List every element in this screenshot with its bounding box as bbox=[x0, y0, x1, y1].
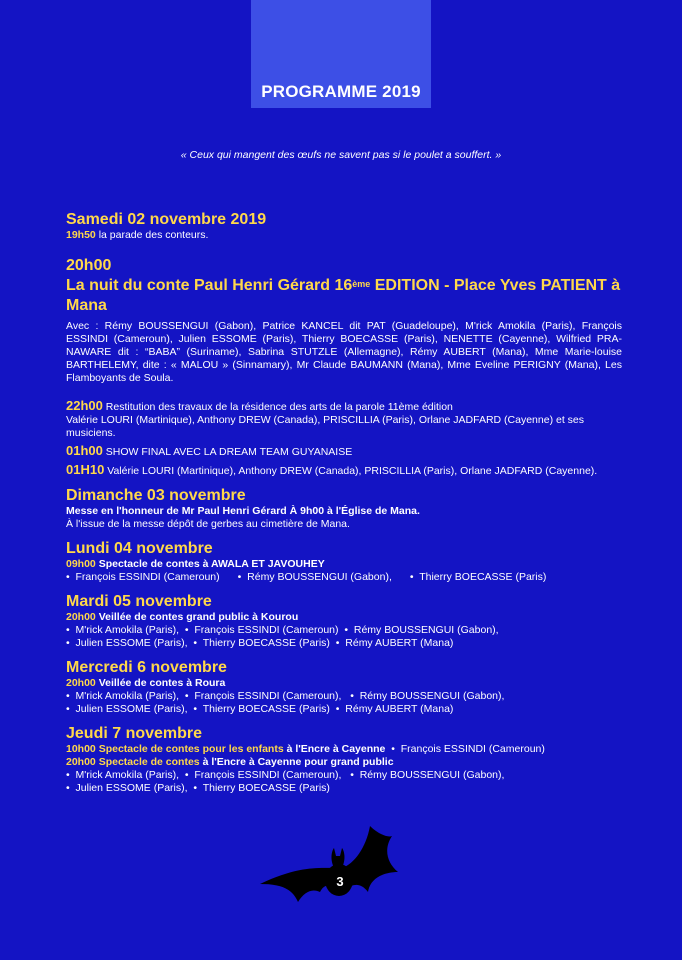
participant: Thierry BOECASSE (Paris) bbox=[202, 782, 330, 794]
event-text: Veillée de contes à Roura bbox=[95, 677, 226, 689]
day-heading: Mardi 05 novembre bbox=[66, 593, 212, 610]
participant: M'rick Amokila (Paris), bbox=[75, 769, 180, 781]
participant-list: • M'rick Amokila (Paris), • François ESSINDI (Cameroun) • Rémy BOUSSENGUI (Gabon), bbox=[66, 624, 499, 636]
participant: Rémy BOUSSENGUI (Gabon), bbox=[353, 624, 499, 636]
event-text: la parade des conteurs. bbox=[95, 229, 209, 241]
time: 01H10 bbox=[66, 462, 105, 477]
participant: M'rick Amokila (Paris), bbox=[75, 624, 180, 636]
event-title bbox=[66, 276, 622, 316]
time: 19h50 bbox=[66, 229, 96, 241]
participant: M'rick Amokila (Paris), bbox=[75, 690, 180, 702]
section-dimanche bbox=[66, 486, 622, 531]
schedule-line bbox=[66, 611, 622, 624]
programme-content bbox=[66, 210, 622, 795]
schedule-line bbox=[66, 463, 622, 478]
event-text: Restitution des travaux de la résidence des arts de la parole 11ème édition bbox=[102, 401, 453, 413]
time: 20h00 bbox=[66, 677, 96, 689]
participant-list: • Julien ESSOME (Paris), • Thierry BOECASSE (Paris) • Rémy AUBERT (Mana) bbox=[66, 703, 454, 715]
participant: Rémy BOUSSENGUI (Gabon), bbox=[247, 571, 392, 583]
title-tab bbox=[251, 0, 431, 108]
participant: Rémy AUBERT (Mana) bbox=[345, 703, 454, 715]
quote: « Ceux qui mangent des œufs ne savent pas si le poulet a souffert. » bbox=[180, 149, 502, 161]
event-title-part: EDITION - Place Yves PATIENT à Mana bbox=[66, 277, 621, 314]
event-text: à l'Encre à Cayenne pour grand public bbox=[199, 756, 394, 768]
participant: Thierry BOECASSE (Paris) bbox=[419, 571, 547, 583]
participant: François ESSINDI (Cameroun), bbox=[194, 690, 342, 702]
participant: Julien ESSOME (Paris), bbox=[75, 637, 188, 649]
day-heading: Mercredi 6 novembre bbox=[66, 659, 227, 676]
day-heading: Dimanche 03 novembre bbox=[66, 487, 246, 504]
participant: François ESSINDI (Cameroun) bbox=[400, 743, 545, 755]
participant: Thierry BOECASSE (Paris) bbox=[202, 637, 330, 649]
time: 01h00 bbox=[66, 443, 103, 458]
section-jeudi bbox=[66, 724, 622, 795]
schedule-line bbox=[66, 677, 622, 690]
participant-list: • M'rick Amokila (Paris), • François ESSINDI (Cameroun), • Rémy BOUSSENGUI (Gabon), bbox=[66, 769, 505, 781]
participant: François ESSINDI (Cameroun) bbox=[194, 624, 339, 636]
schedule-line: 10h00 Spectacle de contes pour les enfants à l'Encre à Cayenne • François ESSINDI (Cameroun) bbox=[66, 743, 545, 755]
event-line: Messe en l'honneur de Mr Paul Henri Gérard À 9h00 à l'Église de Mana. bbox=[66, 505, 420, 517]
participant: Rémy BOUSSENGUI (Gabon), bbox=[359, 690, 505, 702]
superscript: ème bbox=[352, 279, 371, 289]
event-text: à l'Encre à Cayenne bbox=[283, 743, 386, 755]
participant: Julien ESSOME (Paris), bbox=[75, 782, 188, 794]
participant-list: • Julien ESSOME (Paris), • Thierry BOECASSE (Paris) • Rémy AUBERT (Mana) bbox=[66, 637, 454, 649]
participants: Valérie LOURI (Martinique), Anthony DREW (Canada), PRISCILLIA (Paris), Orlane JADFARD (Cayenne) et ses musiciens. bbox=[66, 414, 584, 439]
participant-list: • M'rick Amokila (Paris), • François ESSINDI (Cameroun), • Rémy BOUSSENGUI (Gabon), bbox=[66, 690, 505, 702]
event-title-part: La nuit du conte Paul Henri Gérard 16 bbox=[66, 277, 353, 294]
day-heading: Lundi 04 novembre bbox=[66, 540, 213, 557]
participant: Thierry BOECASSE (Paris) bbox=[202, 703, 330, 715]
participant: François ESSINDI (Cameroun), bbox=[194, 769, 342, 781]
time: 20h00 bbox=[66, 257, 112, 274]
schedule-line bbox=[66, 399, 622, 414]
page-number: 3 bbox=[336, 874, 344, 889]
time: 22h00 bbox=[66, 398, 103, 413]
schedule-line bbox=[66, 756, 622, 769]
schedule-line bbox=[66, 229, 622, 242]
section-samedi bbox=[66, 210, 622, 478]
day-heading: Jeudi 7 novembre bbox=[66, 725, 203, 742]
event-text: Spectacle de contes à AWALA ET JAVOUHEY bbox=[95, 558, 325, 570]
participant: Rémy BOUSSENGUI (Gabon), bbox=[359, 769, 505, 781]
event-highlight: 20h00 Spectacle de contes bbox=[66, 756, 200, 768]
participant: Julien ESSOME (Paris), bbox=[75, 703, 188, 715]
schedule-line bbox=[66, 558, 622, 571]
time: 20h00 bbox=[66, 611, 96, 623]
section-mercredi bbox=[66, 658, 622, 716]
participant: Rémy AUBERT (Mana) bbox=[345, 637, 454, 649]
participant-list: • Julien ESSOME (Paris), • Thierry BOECASSE (Paris) bbox=[66, 782, 330, 794]
participants: Avec : Rémy BOUSSENGUI (Gabon), Patrice KANCEL dit PAT (Guadeloupe), M'rick Amokila (Paris), François ESSINDI (Cameroun), Julien ESSOME (Paris), Thierry BOECASSE (Paris), NENETTE (Cayenne), Wilfried PRA-NAWARE dit : “BABA” (Suriname), Sabrina STUTZLE (Allemagne), Rémy AUBERT (Mana), Mme Marie-louise BARTHELEMY, dite : « MALOU » (Sinnamary), Mr Claude BAUMANN (Mana), Mme Eveline PERIGNY (Mana), Les Flamboyants de Soula. bbox=[66, 320, 622, 384]
event-text: Valérie LOURI (Martinique), Anthony DREW (Canada), PRISCILLIA (Paris), Orlane JADFARD (Cayenne). bbox=[104, 465, 598, 477]
section-lundi bbox=[66, 539, 622, 584]
day-heading: Samedi 02 novembre 2019 bbox=[66, 211, 267, 228]
event-text: Veillée de contes grand public à Kourou bbox=[95, 611, 299, 623]
programme-title: PROGRAMME 2019 bbox=[261, 82, 421, 101]
event-highlight: 10h00 Spectacle de contes pour les enfants bbox=[66, 743, 284, 755]
schedule-line bbox=[66, 444, 622, 459]
event-text: SHOW FINAL AVEC LA DREAM TEAM GUYANAISE bbox=[102, 446, 353, 458]
bat-icon bbox=[258, 818, 418, 918]
participant-list: • François ESSINDI (Cameroun) • Rémy BOUSSENGUI (Gabon), • Thierry BOECASSE (Paris) bbox=[66, 571, 547, 583]
time: 09h00 bbox=[66, 558, 96, 570]
section-mardi bbox=[66, 592, 622, 650]
participant: François ESSINDI (Cameroun) bbox=[75, 571, 220, 583]
event-line: À l'issue de la messe dépôt de gerbes au cimetière de Mana. bbox=[66, 518, 350, 530]
